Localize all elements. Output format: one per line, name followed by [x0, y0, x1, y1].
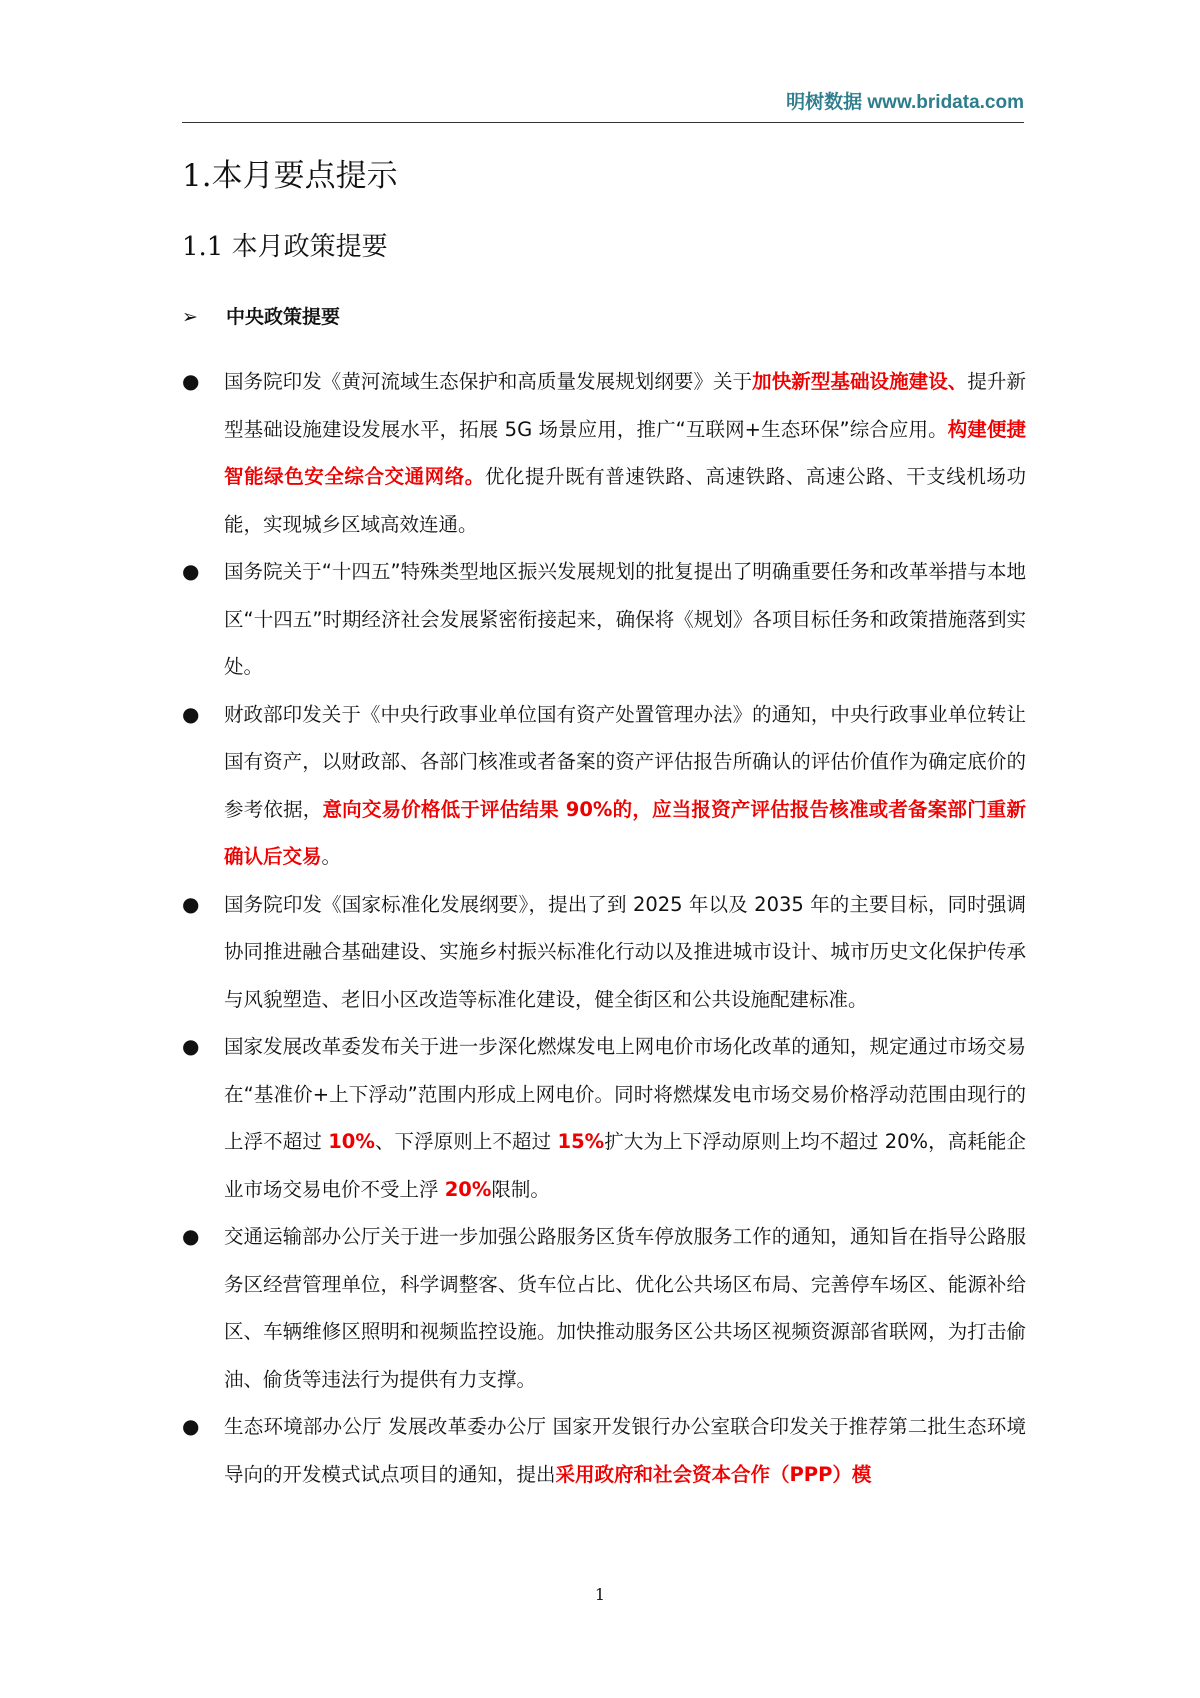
list-item: ● 国务院印发《黄河流域生态保护和高质量发展规划纲要》关于加快新型基础设施建设、提升新型基础设施建设发展水平，拓展 5G 场景应用，推广“互联网+生态环保”综合应用。构建便捷智能绿色安全综合交通网络。优化提升既有普速铁路、高速铁路、高速公路、干支线机场功能，实现城乡区域高效连通。: [182, 358, 1026, 548]
list-item: ● 交通运输部办公厅关于进一步加强公路服务区货车停放服务工作的通知，通知旨在指导公路服务区经营管理单位，科学调整客、货车位占比、优化公共场区布局、完善停车场区、能源补给区、车辆维修区照明和视频监控设施。加快推动服务区公共场区视频资源部省联网，为打击偷油、偷货等违法行为提供有力支撑。: [182, 1213, 1026, 1403]
policy-list: [182, 358, 1026, 1498]
highlight-text: 加快新型基础设施建设、: [752, 370, 968, 393]
highlight-text: 意向交易价格低于评估结果 90%的，应当报资产评估报告核准或者备案部门重新确认后交易: [224, 797, 1026, 868]
list-item: ● 国家发展改革委发布关于进一步深化燃煤发电上网电价市场化改革的通知，规定通过市场交易在“基准价+上下浮动”范围内形成上网电价。同时将燃煤发电市场交易价格浮动范围由现行的上浮不超过 10%、下浮原则上不超过 15%扩大为上下浮动原则上均不超过 20%，高耗能企业市场交易电价不受上浮 20%限制。: [182, 1023, 1026, 1213]
highlight-text: 10%: [328, 1130, 375, 1153]
bullet-icon: ●: [182, 891, 200, 916]
brand-text: 明树数据 www.bridata.com: [786, 92, 1024, 113]
bullet-icon: ●: [182, 1224, 200, 1248]
sub-heading-text: 中央政策提要: [226, 306, 341, 328]
arrow-icon: ➢: [182, 306, 198, 328]
page-number: 1: [594, 1585, 606, 1604]
bullet-icon: ●: [182, 559, 200, 583]
section-title: 1.本月要点提示: [182, 158, 398, 194]
sub-heading: [182, 302, 340, 329]
list-item: ● 国务院关于“十四五”特殊类型地区振兴发展规划的批复提出了明确重要任务和改革举措与本地区“十四五”时期经济社会发展紧密衔接起来，确保将《规划》各项目标任务和政策措施落到实处。: [182, 548, 1026, 691]
bullet-icon: ●: [182, 1034, 200, 1058]
highlight-text: 15%: [557, 1130, 605, 1153]
highlight-text: 构建便捷智能绿色安全综合交通网络。: [224, 417, 1026, 488]
bullet-icon: ●: [182, 701, 200, 726]
highlight-text: 采用政府和社会资本合作（PPP）模: [555, 1462, 872, 1486]
subsection-title: 1.1 本月政策提要: [182, 232, 388, 262]
list-item: ● 生态环境部办公厅 发展改革委办公厅 国家开发银行办公室联合印发关于推荐第二批生态环境导向的开发模式试点项目的通知，提出采用政府和社会资本合作（PPP）模: [182, 1403, 1026, 1498]
bullet-icon: ●: [182, 369, 200, 393]
page-header: [182, 88, 1024, 123]
highlight-text: 20%: [444, 1177, 492, 1201]
list-item: ● 财政部印发关于《中央行政事业单位国有资产处置管理办法》的通知，中央行政事业单位转让国有资产，以财政部、各部门核准或者备案的资产评估报告所确认的评估价值作为确定底价的参考依据，意向交易价格低于评估结果 90%的，应当报资产评估报告核准或者备案部门重新确认后交易。: [182, 691, 1026, 881]
bullet-icon: ●: [182, 1414, 200, 1438]
list-item: ● 国务院印发《国家标准化发展纲要》，提出了到 2025 年以及 2035 年的主要目标，同时强调协同推进融合基础建设、实施乡村振兴标准化行动以及推进城市设计、城市历史文化保护传承与风貌塑造、老旧小区改造等标准化建设，健全街区和公共设施配建标准。: [182, 881, 1026, 1024]
